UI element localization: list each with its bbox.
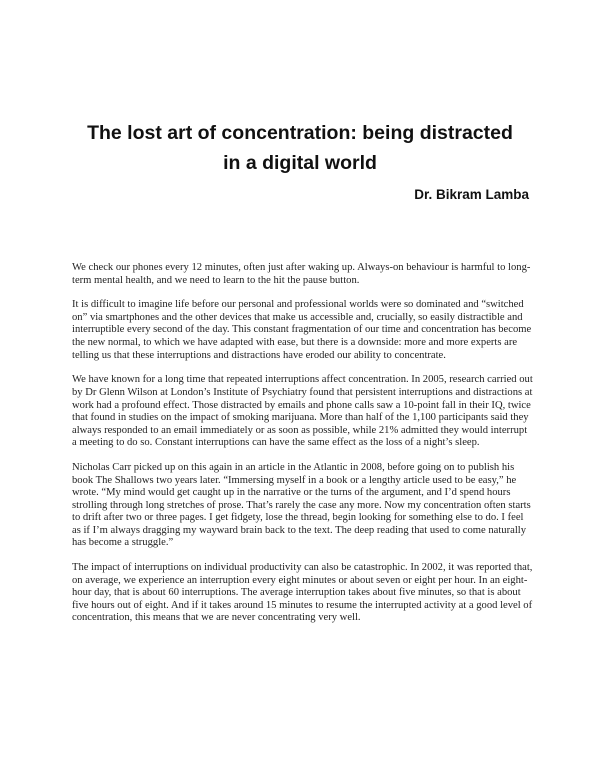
paragraph: The impact of interruptions on individual productivity can also be catastrophic. In 2002, it was reported that, on average, we experience an interruption every eight minutes or about seven or eight per hour. In an eight-hour day, that is about 60 interruptions. The average interruption takes about five minutes, so that is about five hours out of eight. And if it takes around 15 minutes to resume the interrupted activity at a good level of concentration, this means that we are never concentrating very well. <box>72 562 533 624</box>
title-line-1: The lost art of concentration: being distracted <box>87 122 513 144</box>
paragraph: It is difficult to imagine life before our personal and professional worlds were so dominated and “switched on” via smartphones and the other devices that make us accessible and, crucially, so easily distractible and interruptible every second of the day. This constant fragmentation of our time and concentration has become the new normal, to which we have adapted with ease, but there is a downside: more and more experts are telling us that these interruptions and distractions have eroded our ability to concentrate. <box>72 299 532 361</box>
paragraph: We have known for a long time that repeated interruptions affect concentration. In 2005, research carried out by Dr Glenn Wilson at London’s Institute of Psychiatry found that persistent interruptions and distractions at work had a profound effect. Those distracted by emails and phone calls saw a 10-point fall in their IQ, twice that found in studies on the impact of smoking marijuana. More than half of the 1,100 participants said they always responded to an email immediately or as soon as possible, while 21% admitted they would interrupt a meeting to do so. Constant interruptions can have the same effect as the loss of a night’s sleep. <box>72 374 533 449</box>
author-name: Dr. Bikram Lamba <box>414 187 529 202</box>
paragraph: Nicholas Carr picked up on this again in an article in the Atlantic in 2008, before going on to publish his book The Shallows two years later. “Immersing myself in a book or a lengthy article used to be easy,” he wrote. “My mind would get caught up in the narrative or the turns of the argument, and I’d spend hours strolling through long stretches of prose. That’s rarely the case any more. Now my concentration often starts to drift after two or three pages. I get fidgety, lose the thread, begin looking for something else to do. I feel as if I’m always dragging my wayward brain back to the text. The deep reading that used to come naturally has become a struggle.” <box>72 462 531 549</box>
title-line-2: in a digital world <box>223 152 377 174</box>
document-title <box>40 118 560 178</box>
article-body <box>72 262 534 637</box>
paragraph: We check our phones every 12 minutes, often just after waking up. Always-on behaviour is harmful to long-term mental health, and we need to learn to the hit the pause button. <box>72 262 531 286</box>
